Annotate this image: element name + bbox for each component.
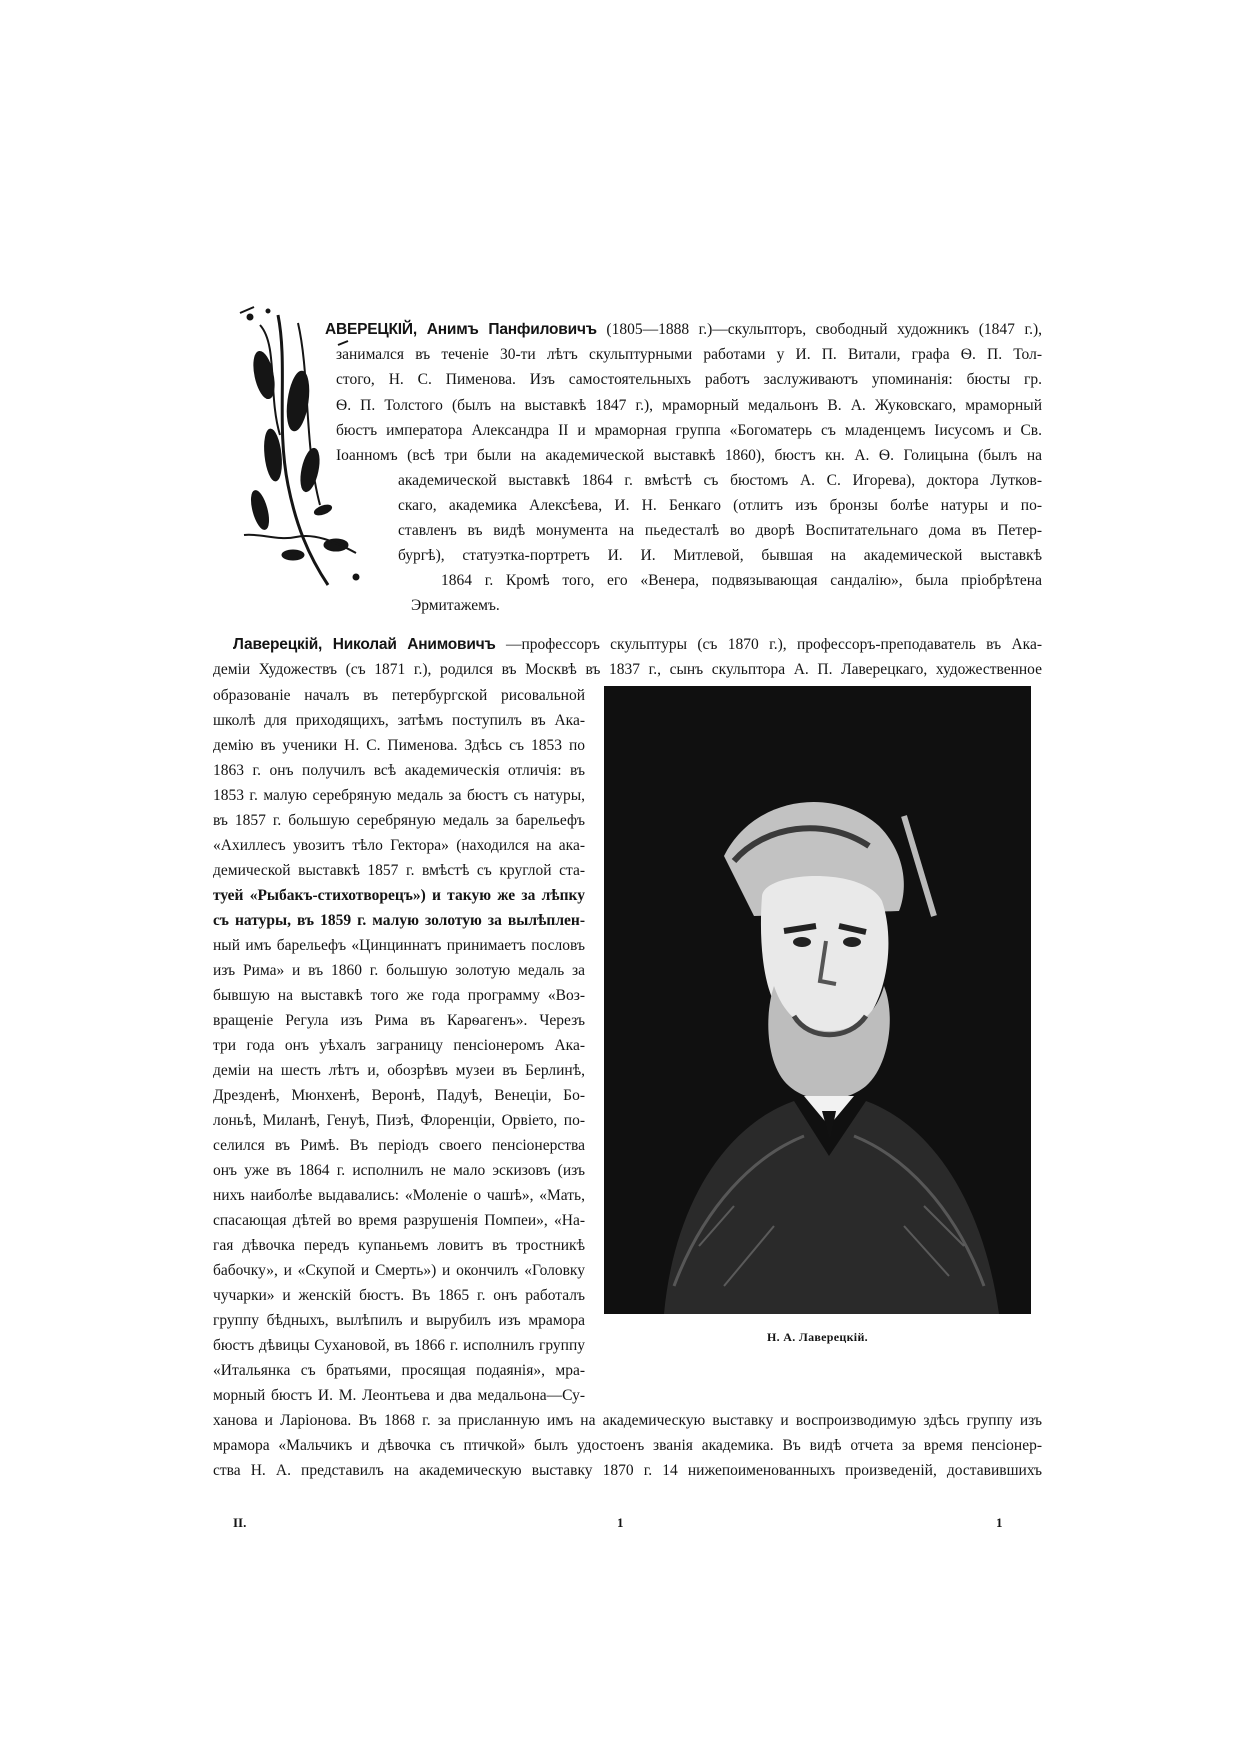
entry-2-line: селился въ Римѣ. Въ періодъ своего пенсіонерства [213, 1138, 585, 1154]
entry-1-line: 1864 г. Кромѣ того, его «Венера, подвязывающая сандалію», была пріобрѣтена [441, 572, 1042, 589]
entry-2-line: деміи на шесть лѣтъ и, обозрѣвъ музеи въ Берлинѣ, [213, 1063, 585, 1079]
entry-1-line-1 [325, 322, 1042, 338]
entry-2-line: ный имъ барельефъ «Цинциннатъ принимаетъ пословъ [213, 938, 585, 954]
entry-2-line: ханова и Ларіонова. Въ 1868 г. за присланную имъ на академическую выставку и воспроизводимую здѣсь группу изъ [213, 1413, 1042, 1429]
entry-2-line: школѣ для приходящихъ, затѣмъ поступилъ въ Ака- [213, 713, 585, 729]
entry-1-line: бургѣ), статуэтка-портретъ И. И. Митлевой, бывшая на академической выставкѣ [398, 547, 1042, 564]
entry-2-line: съ натуры, въ 1859 г. малую золотую за вылѣплен- [213, 913, 585, 929]
entry-1-line: академической выставкѣ 1864 г. вмѣстѣ съ бюстомъ А. С. Игорева), доктора Лутков- [398, 472, 1042, 489]
entry-2-line: лоньѣ, Миланѣ, Генуѣ, Пизѣ, Флоренціи, Орвіето, по- [213, 1113, 585, 1129]
entry-2-line: 1863 г. онъ получилъ всѣ академическія отличія: въ [213, 763, 585, 779]
entry-2-line: три года онъ уѣхалъ заграницу пенсіонеромъ Ака- [213, 1038, 585, 1054]
footer-left: II. [233, 1515, 247, 1530]
entry-2-line: демической выставкѣ 1857 г. вмѣстѣ съ круглой ста- [213, 863, 585, 879]
portrait-image-icon [604, 686, 1031, 1314]
entry-2-line: «Ахиллесъ увозитъ тѣло Гектора» (находился на ака- [213, 838, 585, 854]
entry-1-line: бюстъ императора Александра II и мраморная группа «Богоматерь съ младенцемъ Іисусомъ и Св. [336, 422, 1042, 439]
entry-2-line-1 [233, 637, 1042, 653]
entry-2-line: вращеніе Регула изъ Рима въ Карѳагенъ». Черезъ [213, 1013, 585, 1029]
entry-2-line: «Итальянка съ братьями, просящая подаянія», мра- [213, 1363, 585, 1379]
entry-2-line: демію въ ученики Н. С. Пименова. Здѣсь съ 1853 по [213, 738, 585, 754]
entry-2-line: группу бѣдныхъ, вылѣпилъ и вырубилъ изъ мрамора [213, 1313, 585, 1329]
entry-2-line: нихъ наиболѣе выдавались: «Моленіе о чашѣ», «Мать, [213, 1188, 585, 1204]
entry-1-text: (1805—1888 г.)—скульпторъ, свободный художникъ (1847 г.), [606, 321, 1042, 338]
entry-2-line: бывшую на выставкѣ того же года программу «Воз- [213, 988, 585, 1004]
entry-1-line: стого, Н. С. Пименова. Изъ самостоятельныхъ работъ заслуживаютъ упоминанія: бюсты гр. [336, 371, 1042, 388]
entry-2-line: туей «Рыбакъ-стихотворецъ») и такую же за лѣпку [213, 888, 585, 904]
entry-2-line: Дрезденѣ, Мюнхенѣ, Веронѣ, Падуѣ, Венеціи, Бо- [213, 1088, 585, 1104]
entry-1-line: ставленъ въ видѣ монумента на пьедесталѣ во дворѣ Воспитательнаго дома въ Петер- [398, 522, 1042, 539]
entry-2-heading: Лаверецкій, Николай Анимовичъ [233, 637, 496, 653]
entry-2-line: бабочку», и «Скупой и Смерть») и окончилъ «Головку [213, 1263, 585, 1279]
portrait-photo [604, 686, 1031, 1314]
footer-right: 1 [996, 1515, 1003, 1530]
entry-2-line: въ 1857 г. большую серебряную медаль за барельефъ [213, 813, 585, 829]
entry-2-line: 1853 г. малую серебряную медаль за бюстъ съ натуры, [213, 788, 585, 804]
entry-1-line: скаго, академика Алексѣева, И. Н. Бенкаго (отлитъ изъ бронзы болѣе натуры и по- [398, 497, 1042, 514]
entry-2-line: образованіе началъ въ петербургской рисовальной [213, 688, 585, 704]
entry-2-line: мрамора «Мальчикъ и дѣвочка съ птичкой» былъ удостоенъ званія академика. Въ видѣ отчета за время пенсіонер- [213, 1438, 1042, 1454]
portrait-caption: Н. А. Лаверецкій. [767, 1330, 868, 1344]
entry-2-line: спасающая дѣтей во время разрушенія Помпеи», «На- [213, 1213, 585, 1229]
entry-1-line: Ѳ. П. Толстого (былъ на выставкѣ 1847 г.), мраморный медальонъ В. А. Жуковскаго, мраморный [336, 397, 1042, 414]
entry-2-line: онъ уже въ 1864 г. исполнилъ не мало эскизовъ (изъ [213, 1163, 585, 1179]
entry-2-line: гая дѣвочка передъ купаньемъ ловитъ въ тростникѣ [213, 1238, 585, 1254]
entry-2-line: морный бюстъ И. М. Леонтьева и два медальона—Су- [213, 1388, 585, 1404]
entry-2-line: изъ Рима» и въ 1860 г. большую золотую медаль за [213, 963, 585, 979]
entry-1-heading: АВЕРЕЦКІЙ, Анимъ Панфиловичъ [325, 321, 597, 338]
footer-center: 1 [617, 1515, 624, 1530]
entry-1-line: Іоанномъ (всѣ три были на академической выставкѣ 1860), бюстъ кн. А. Ѳ. Голицына (былъ на [336, 447, 1042, 464]
entry-2-line: бюстъ дѣвицы Сухановой, въ 1866 г. исполнилъ группу [213, 1338, 585, 1354]
entry-1-line: занимался въ теченіе 30-ти лѣтъ скульптурными работами у И. П. Витали, графа Ѳ. П. Тол- [336, 346, 1042, 363]
entry-2-line: ства Н. А. представилъ на академическую выставку 1870 г. 14 нижепоименованныхъ произведеній, доставившихъ [213, 1463, 1042, 1479]
entry-2-line: чучарки» и женскій бюстъ. Въ 1865 г. онъ работалъ [213, 1288, 585, 1304]
entry-2-text: —профессоръ скульптуры (съ 1870 г.), профессоръ-преподаватель въ Ака- [505, 637, 1042, 653]
entry-1-line: Эрмитажемъ. [411, 597, 500, 614]
entry-2-line: деміи Художествъ (съ 1871 г.), родился въ Москвѣ въ 1837 г., сынъ скульптора А. П. Лаверецкаго, художественное [213, 662, 1042, 678]
